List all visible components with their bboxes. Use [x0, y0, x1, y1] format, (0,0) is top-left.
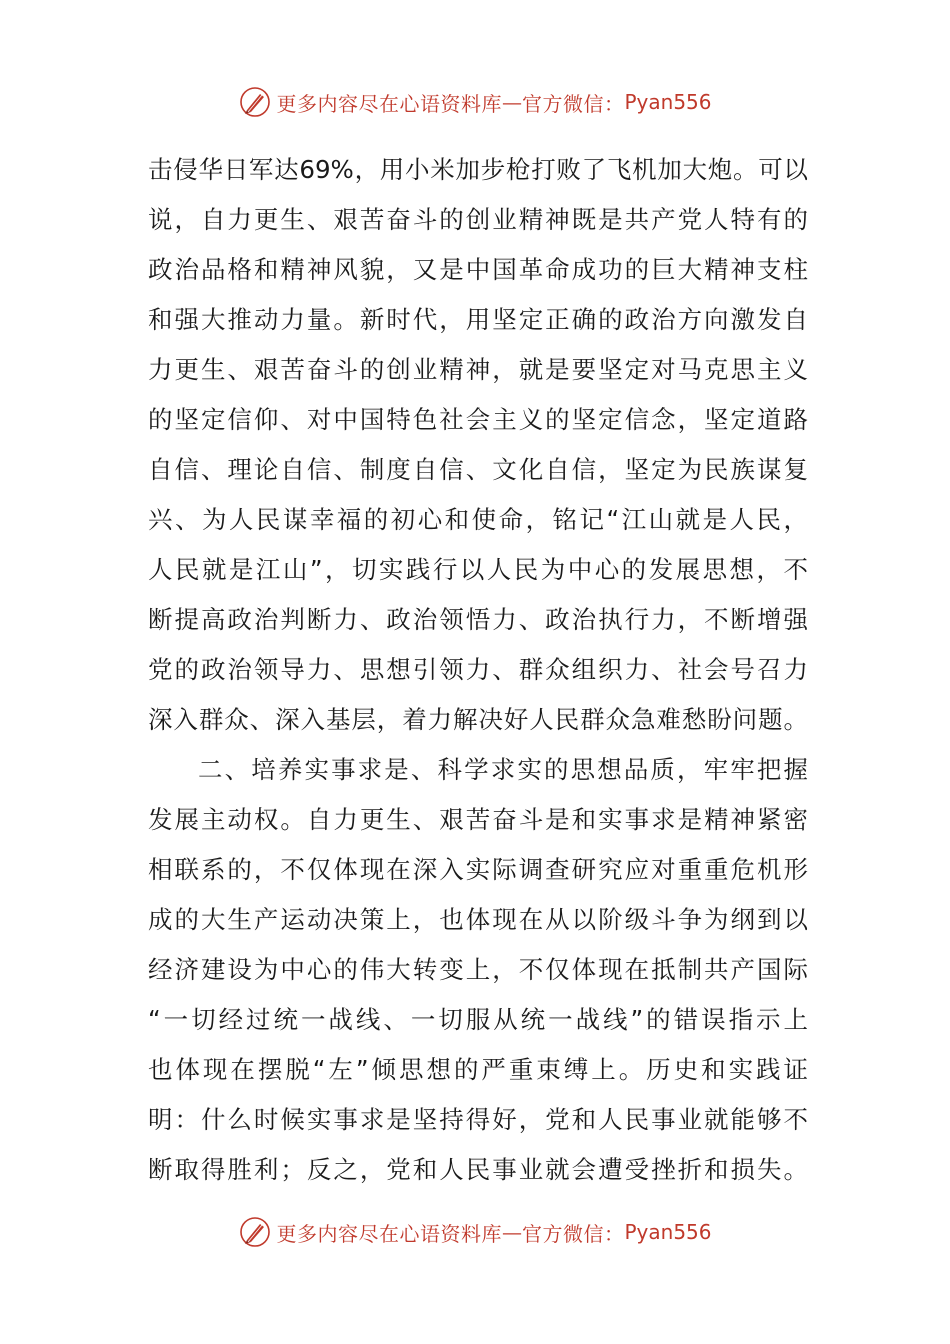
wechat-id: Pyan556	[624, 1220, 712, 1244]
banner-text: 更多内容尽在心语资料库	[276, 1221, 502, 1246]
banner-text: 更多内容尽在心语资料库	[276, 91, 502, 116]
text-line: 断取得胜利；反之，党和人民事业就会遭受挫折和损失。	[148, 1155, 808, 1184]
text-line: 力更生、艰苦奋斗的创业精神，就是要坚定对马克思主义	[148, 355, 808, 384]
wechat-id: Pyan556	[624, 90, 712, 114]
text-line: 相联系的，不仅体现在深入实际调查研究应对重重危机形	[148, 855, 808, 884]
text-line: 兴、为人民谋幸福的初心和使命，铭记“江山就是人民，	[148, 505, 808, 534]
text-line: 说，自力更生、艰苦奋斗的创业精神既是共产党人特有的	[148, 205, 808, 234]
text-line: 击侵华日军达69%，用小米加步枪打败了飞机加大炮。可以	[148, 155, 808, 184]
pen-nib-logo-icon	[238, 85, 272, 119]
text-line: 也体现在摆脱“左”倾思想的严重束缚上。历史和实践证	[148, 1055, 808, 1084]
text-line: 经济建设为中心的伟大转变上，不仅体现在抵制共产国际	[148, 955, 808, 984]
pen-nib-logo-icon	[238, 1215, 272, 1249]
text-line: 自信、理论自信、制度自信、文化自信，坚定为民族谋复	[148, 455, 808, 484]
section-heading-line: 二、培养实事求是、科学求实的思想品质，牢牢把握	[198, 755, 808, 784]
text-line: 明：什么时候实事求是坚持得好，党和人民事业就能够不	[148, 1105, 808, 1134]
text-line: 党的政治领导力、思想引领力、群众组织力、社会号召力	[148, 655, 808, 684]
text-line: 发展主动权。自力更生、艰苦奋斗是和实事求是精神紧密	[148, 805, 808, 834]
text-line: 人民就是江山”，切实践行以人民为中心的发展思想，不	[148, 555, 808, 584]
banner-separator: —	[501, 1220, 522, 1244]
text-line: 深入群众、深入基层，着力解决好人民群众急难愁盼问题。	[148, 705, 808, 734]
header-banner	[0, 82, 950, 122]
text-line: 政治品格和精神风貌，又是中国革命成功的巨大精神支柱	[148, 255, 808, 284]
text-line: 和强大推动力量。新时代，用坚定正确的政治方向激发自	[148, 305, 808, 334]
wechat-label: 官方微信：	[521, 91, 625, 116]
footer-banner	[0, 1212, 950, 1252]
text-line: 的坚定信仰、对中国特色社会主义的坚定信念，坚定道路	[148, 405, 808, 434]
wechat-label: 官方微信：	[521, 1221, 625, 1246]
text-line: “一切经过统一战线、一切服从统一战线”的错误指示上	[148, 1005, 808, 1034]
text-line: 成的大生产运动决策上，也体现在从以阶级斗争为纲到以	[148, 905, 808, 934]
text-line: 断提高政治判断力、政治领悟力、政治执行力，不断增强	[148, 605, 808, 634]
banner-separator: —	[501, 90, 522, 114]
document-body	[148, 145, 808, 1195]
